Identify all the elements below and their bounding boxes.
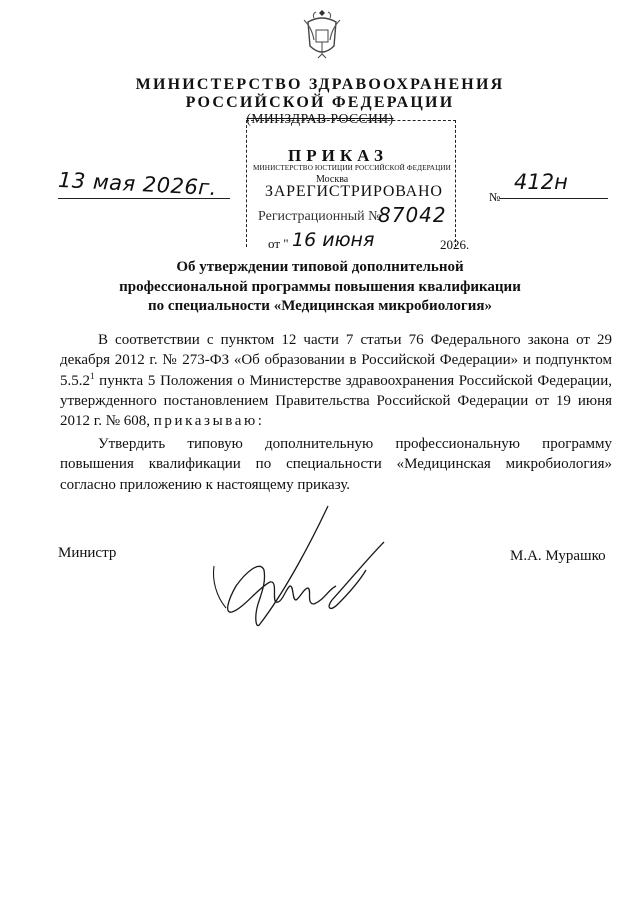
paragraph-1-text-a: В соответствии с пунктом 12 части 7 статьи 76 Федерального закона от 29 декабря 2012 г. № 273-ФЗ «Об образовании в Российской Федерации» и подпунктом 5.5.2: [60, 332, 612, 389]
body-paragraph-2: Утвердить типовую дополнительную профессиональную программу повышения квалификации по специальности «Медицинская микробиология» согласно приложению к настоящему приказу.: [60, 436, 612, 493]
stamp-status: ЗАРЕГИСТРИРОВАНО: [265, 183, 443, 200]
registration-date-handwritten: 16 июня: [292, 229, 375, 251]
order-number-label: №: [489, 190, 501, 204]
order-number-handwritten: 412н: [514, 170, 568, 194]
order-date-handwritten: 13 мая 2026г.: [57, 167, 218, 201]
registration-number: 87042: [378, 203, 447, 227]
ministry-name-line1: МИНИСТЕРСТВО ЗДРАВООХРАНЕНИЯ: [135, 76, 505, 93]
registration-date-prefix: от ": [268, 236, 289, 251]
paragraph-1-text-b: пункта 5 Положения о Министерстве здравоохранения Российской Федерации, утвержденного постановлением Правительства Российской Федерации от 19 июня 2012 г. № 608,: [60, 372, 612, 430]
handwritten-signature: [200, 500, 400, 640]
signatory-position: Министр: [58, 545, 117, 561]
ministry-short-name: (МИНЗДРАВ РОССИИ): [246, 111, 394, 126]
document-title: [0, 258, 640, 317]
registration-number-label: Регистрационный №: [258, 209, 382, 224]
signatory-name: М.А. Мурашко: [510, 548, 606, 564]
order-command: приказываю:: [153, 413, 265, 430]
ministry-name-line2: РОССИЙСКОЙ ФЕДЕРАЦИИ: [185, 94, 455, 111]
order-date-underline: [58, 198, 230, 199]
order-number-underline: [500, 198, 608, 199]
title-line3: по специальности «Медицинская микробиология»: [148, 298, 492, 314]
city-label: Москва: [316, 174, 349, 185]
title-line1: Об утверждении типовой дополнительной: [176, 259, 464, 275]
stamp-organization: МИНИСТЕРСТВО ЮСТИЦИИ РОССИЙСКОЙ ФЕДЕРАЦИИ: [253, 164, 451, 172]
title-line2: профессиональной программы повышения квалификации: [119, 278, 521, 295]
registration-date-year: 2026.: [440, 237, 470, 252]
coat-of-arms-icon: [300, 6, 344, 64]
body-paragraph-1: [60, 330, 612, 431]
footnote-superscript: 1: [90, 370, 95, 381]
document-type: ПРИКАЗ: [288, 146, 388, 165]
